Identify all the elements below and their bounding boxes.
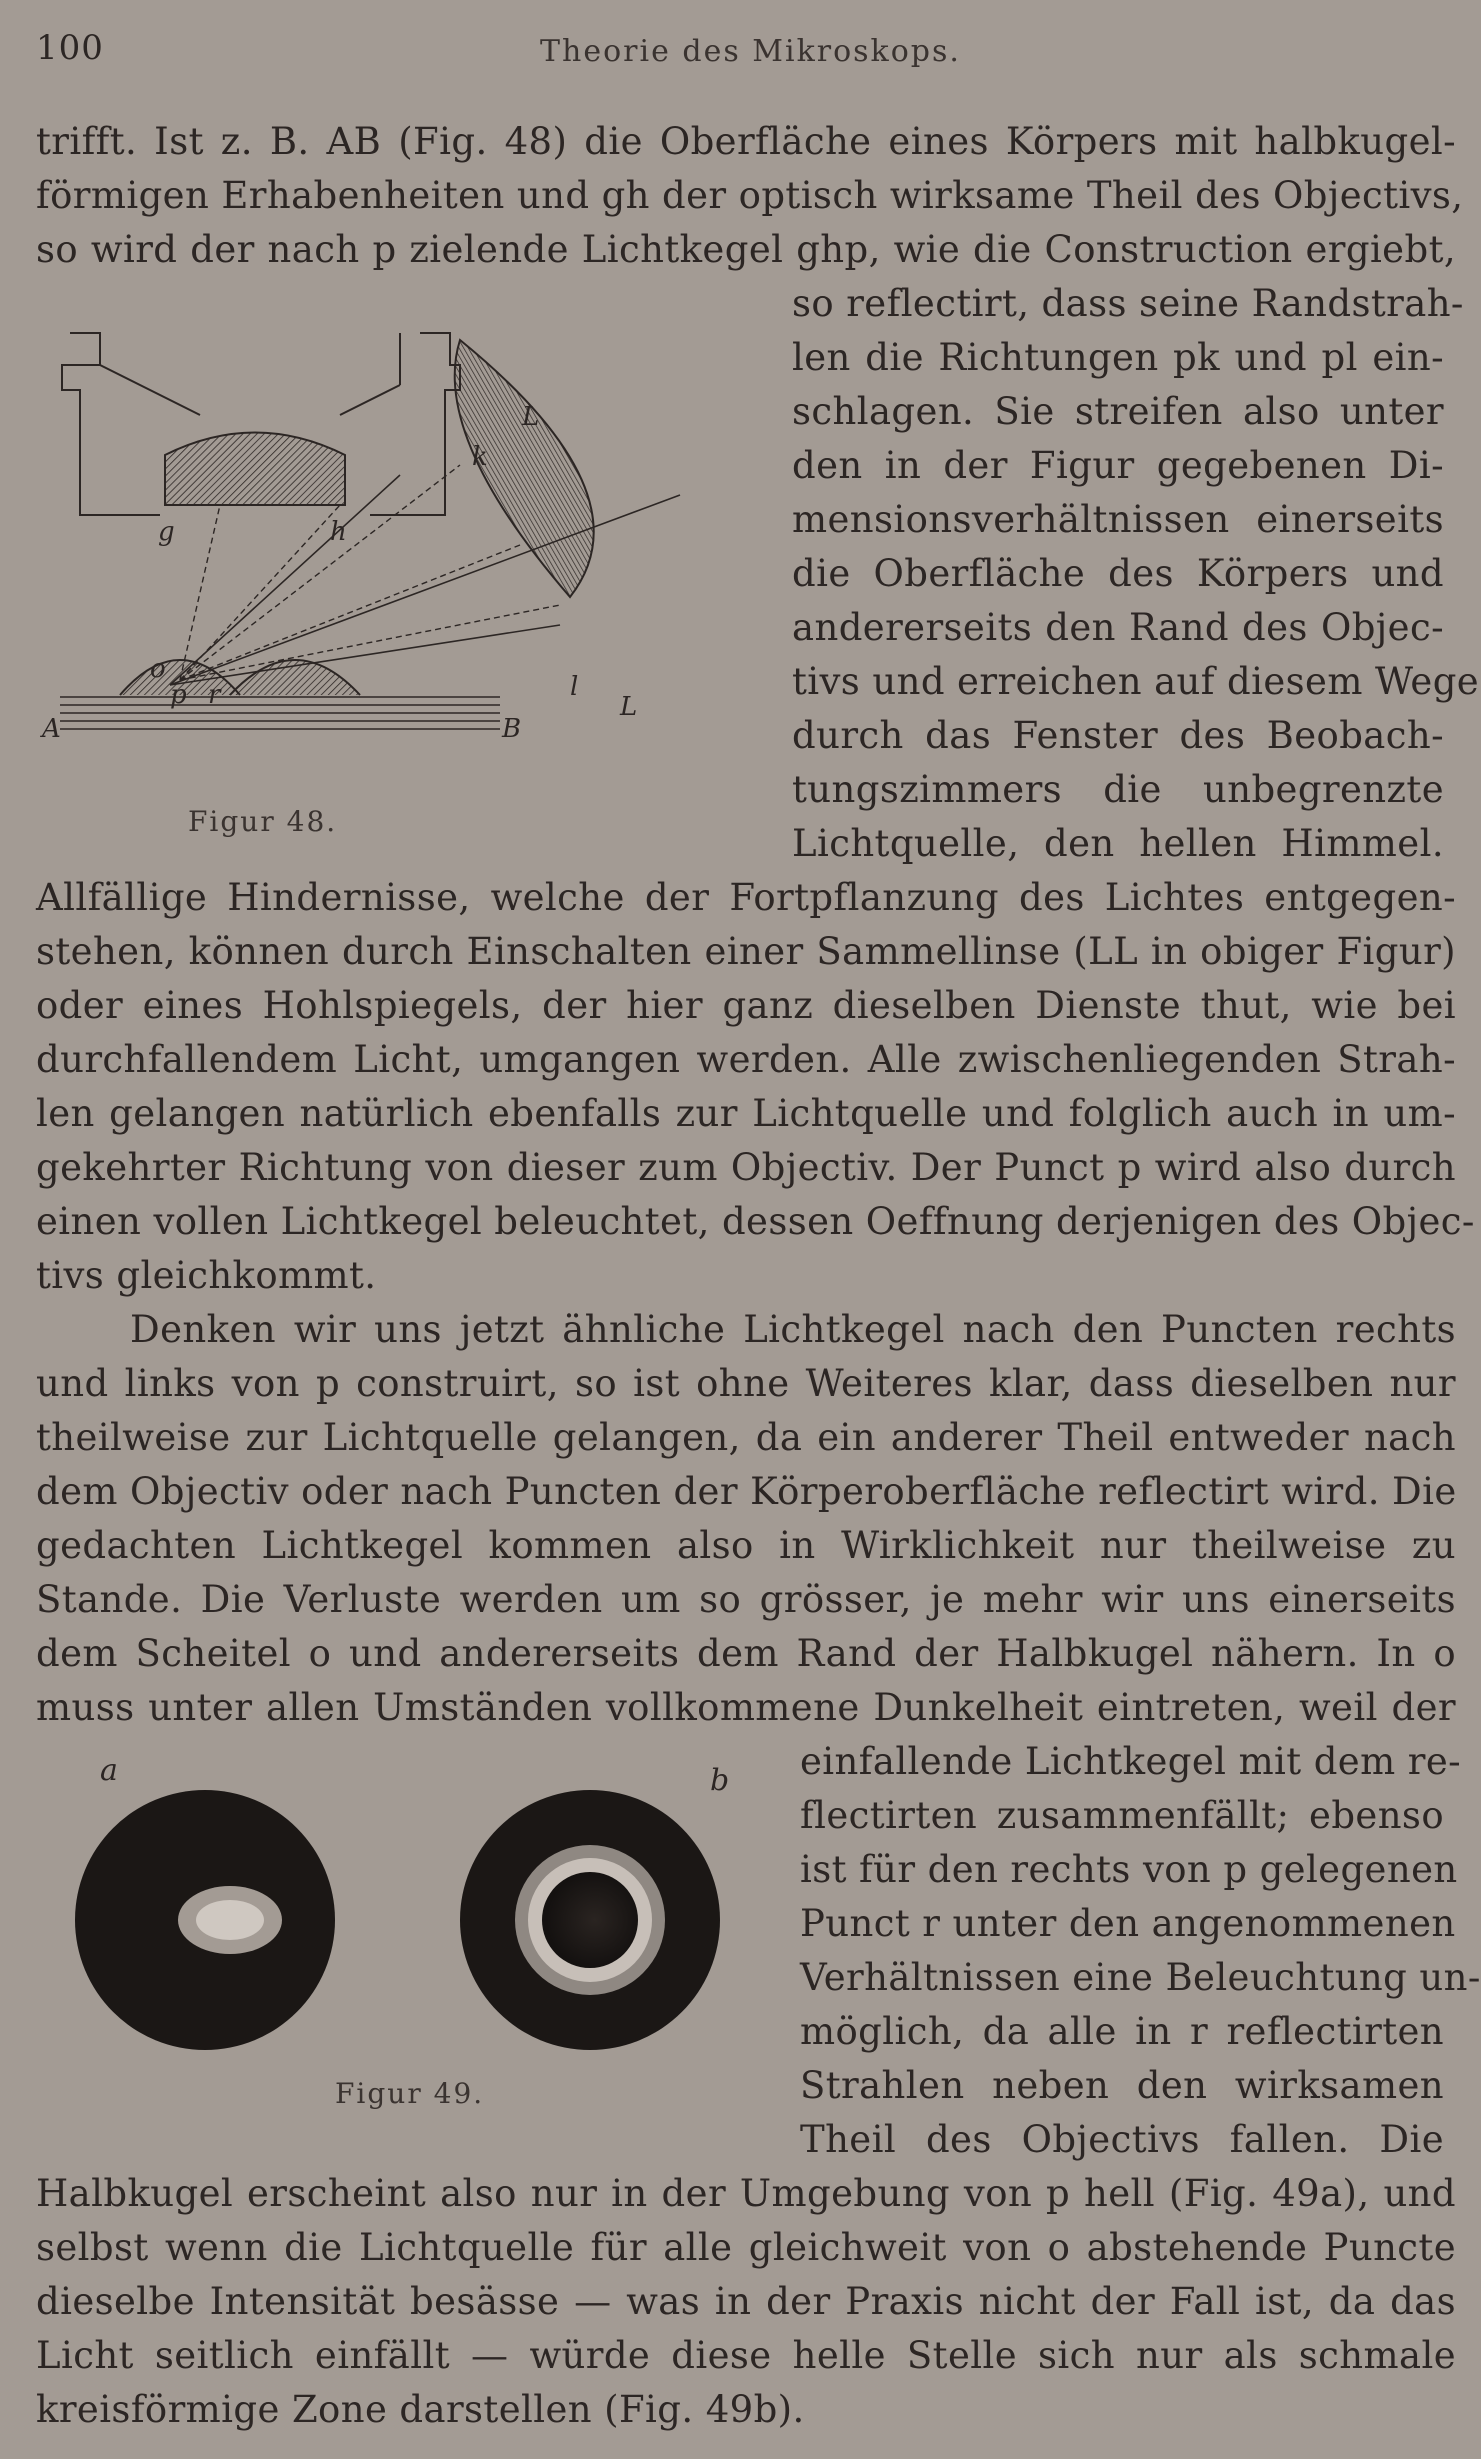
- text-line: die Oberfläche des Körpers und: [792, 552, 1444, 595]
- text-line: Halbkugel erscheint also nur in der Umgebung von p hell (Fig. 49a), und: [36, 2172, 1456, 2215]
- text-line: selbst wenn die Lichtquelle für alle gleichweit von o abstehende Puncte: [36, 2226, 1456, 2269]
- text-line: Denken wir uns jetzt ähnliche Lichtkegel nach den Puncten rechts: [130, 1308, 1456, 1351]
- label-h: h: [330, 517, 347, 547]
- text-line: Strahlen neben den wirksamen: [800, 2064, 1444, 2107]
- text-line: kreisförmige Zone darstellen (Fig. 49b).: [36, 2388, 805, 2431]
- hemisphere-right: [230, 660, 360, 695]
- text-line: gedachten Lichtkegel kommen also in Wirklichkeit nur theilweise zu: [36, 1524, 1456, 1567]
- text-line: förmigen Erhabenheiten und gh der optisch wirksame Theil des Objectivs,: [36, 174, 1464, 217]
- objective-housing-right: [370, 333, 460, 515]
- text-line: Stande. Die Verluste werden um so grösser, je mehr wir uns einerseits: [36, 1578, 1456, 1621]
- objective-housing-left: [62, 333, 160, 515]
- text-line: Allfällige Hindernisse, welche der Fortpflanzung des Lichtes entgegen-: [36, 876, 1456, 919]
- text-line: andererseits den Rand des Objec-: [792, 606, 1444, 649]
- text-line: so reflectirt, dass seine Randstrah-: [792, 282, 1464, 325]
- text-line: stehen, können durch Einschalten einer Sammellinse (LL in obiger Figur): [36, 930, 1456, 973]
- label-L-top: L: [522, 402, 540, 432]
- figure-49-caption: Figur 49.: [335, 2077, 485, 2110]
- text-line: dem Scheitel o und andererseits dem Rand der Halbkugel nähern. In o: [36, 1632, 1456, 1675]
- label-p: p: [170, 680, 187, 710]
- text-line: möglich, da alle in r reflectirten: [800, 2010, 1444, 2053]
- text-line: Lichtquelle, den hellen Himmel.: [792, 822, 1444, 865]
- label-l: l: [570, 672, 579, 702]
- text-line: gekehrter Richtung von dieser zum Objectiv. Der Punct p wird also durch: [36, 1146, 1456, 1189]
- text-line: trifft. Ist z. B. AB (Fig. 48) die Oberfläche eines Körpers mit halbkugel-: [36, 120, 1456, 163]
- text-line: und links von p construirt, so ist ohne Weiteres klar, dass dieselben nur: [36, 1362, 1456, 1405]
- figure-49-diagram: [60, 1753, 780, 2080]
- text-line: flectirten zusammenfällt; ebenso: [800, 1794, 1444, 1837]
- text-line: tivs und erreichen auf diesem Wege: [792, 660, 1480, 703]
- text-line: theilweise zur Lichtquelle gelangen, da ein anderer Theil entweder nach: [36, 1416, 1456, 1459]
- label-g: g: [158, 517, 175, 547]
- text-line: dieselbe Intensität besässe — was in der Praxis nicht der Fall ist, da das: [36, 2280, 1456, 2323]
- text-line: ist für den rechts von p gelegenen: [800, 1848, 1458, 1891]
- text-line: tungszimmers die unbegrenzte: [792, 768, 1444, 811]
- label-b: b: [710, 1763, 730, 1798]
- text-line: len gelangen natürlich ebenfalls zur Lichtquelle und folglich auch in um-: [36, 1092, 1456, 1135]
- text-line: schlagen. Sie streifen also unter: [792, 390, 1444, 433]
- text-line: len die Richtungen pk und pl ein-: [792, 336, 1444, 379]
- figure-48-caption: Figur 48.: [188, 805, 338, 838]
- text-line: dem Objectiv oder nach Puncten der Körperoberfläche reflectirt wird. Die: [36, 1470, 1457, 1513]
- text-line: so wird der nach p zielende Lichtkegel ghp, wie die Construction ergiebt,: [36, 228, 1456, 271]
- figure-49a-disk: [75, 1790, 335, 2050]
- label-B: B: [502, 714, 522, 744]
- text-line: einfallende Lichtkegel mit dem re-: [800, 1740, 1462, 1783]
- label-r: r: [208, 680, 221, 710]
- page-number: 100: [36, 28, 104, 68]
- text-line: durchfallendem Licht, umgangen werden. Alle zwischenliegenden Strah-: [36, 1038, 1456, 1081]
- text-line: muss unter allen Umständen vollkommene Dunkelheit eintreten, weil der: [36, 1686, 1456, 1729]
- label-o: o: [150, 654, 166, 684]
- objective-lens: [165, 433, 345, 506]
- text-line: den in der Figur gegebenen Di-: [792, 444, 1444, 487]
- figure-49b-disk: [460, 1790, 720, 2050]
- text-line: Verhältnissen eine Beleuchtung un-: [800, 1956, 1481, 1999]
- running-title: Theorie des Mikroskops.: [540, 34, 961, 69]
- label-k: k: [472, 442, 488, 472]
- text-line: Punct r unter den angenommenen: [800, 1902, 1456, 1945]
- text-line: Licht seitlich einfällt — würde diese helle Stelle sich nur als schmale: [36, 2334, 1456, 2377]
- text-line: mensionsverhältnissen einerseits: [792, 498, 1444, 541]
- label-L-bottom: L: [620, 692, 638, 722]
- figure-48-diagram: [40, 325, 760, 744]
- label-A: A: [42, 714, 61, 744]
- text-line: Theil des Objectivs fallen. Die: [800, 2118, 1444, 2161]
- text-line: durch das Fenster des Beobach-: [792, 714, 1444, 757]
- text-line: oder eines Hohlspiegels, der hier ganz dieselben Dienste thut, wie bei: [36, 984, 1456, 1027]
- text-line: tivs gleichkommt.: [36, 1254, 377, 1297]
- label-a: a: [100, 1753, 118, 1788]
- text-line: einen vollen Lichtkegel beleuchtet, dessen Oeffnung derjenigen des Objec-: [36, 1200, 1475, 1243]
